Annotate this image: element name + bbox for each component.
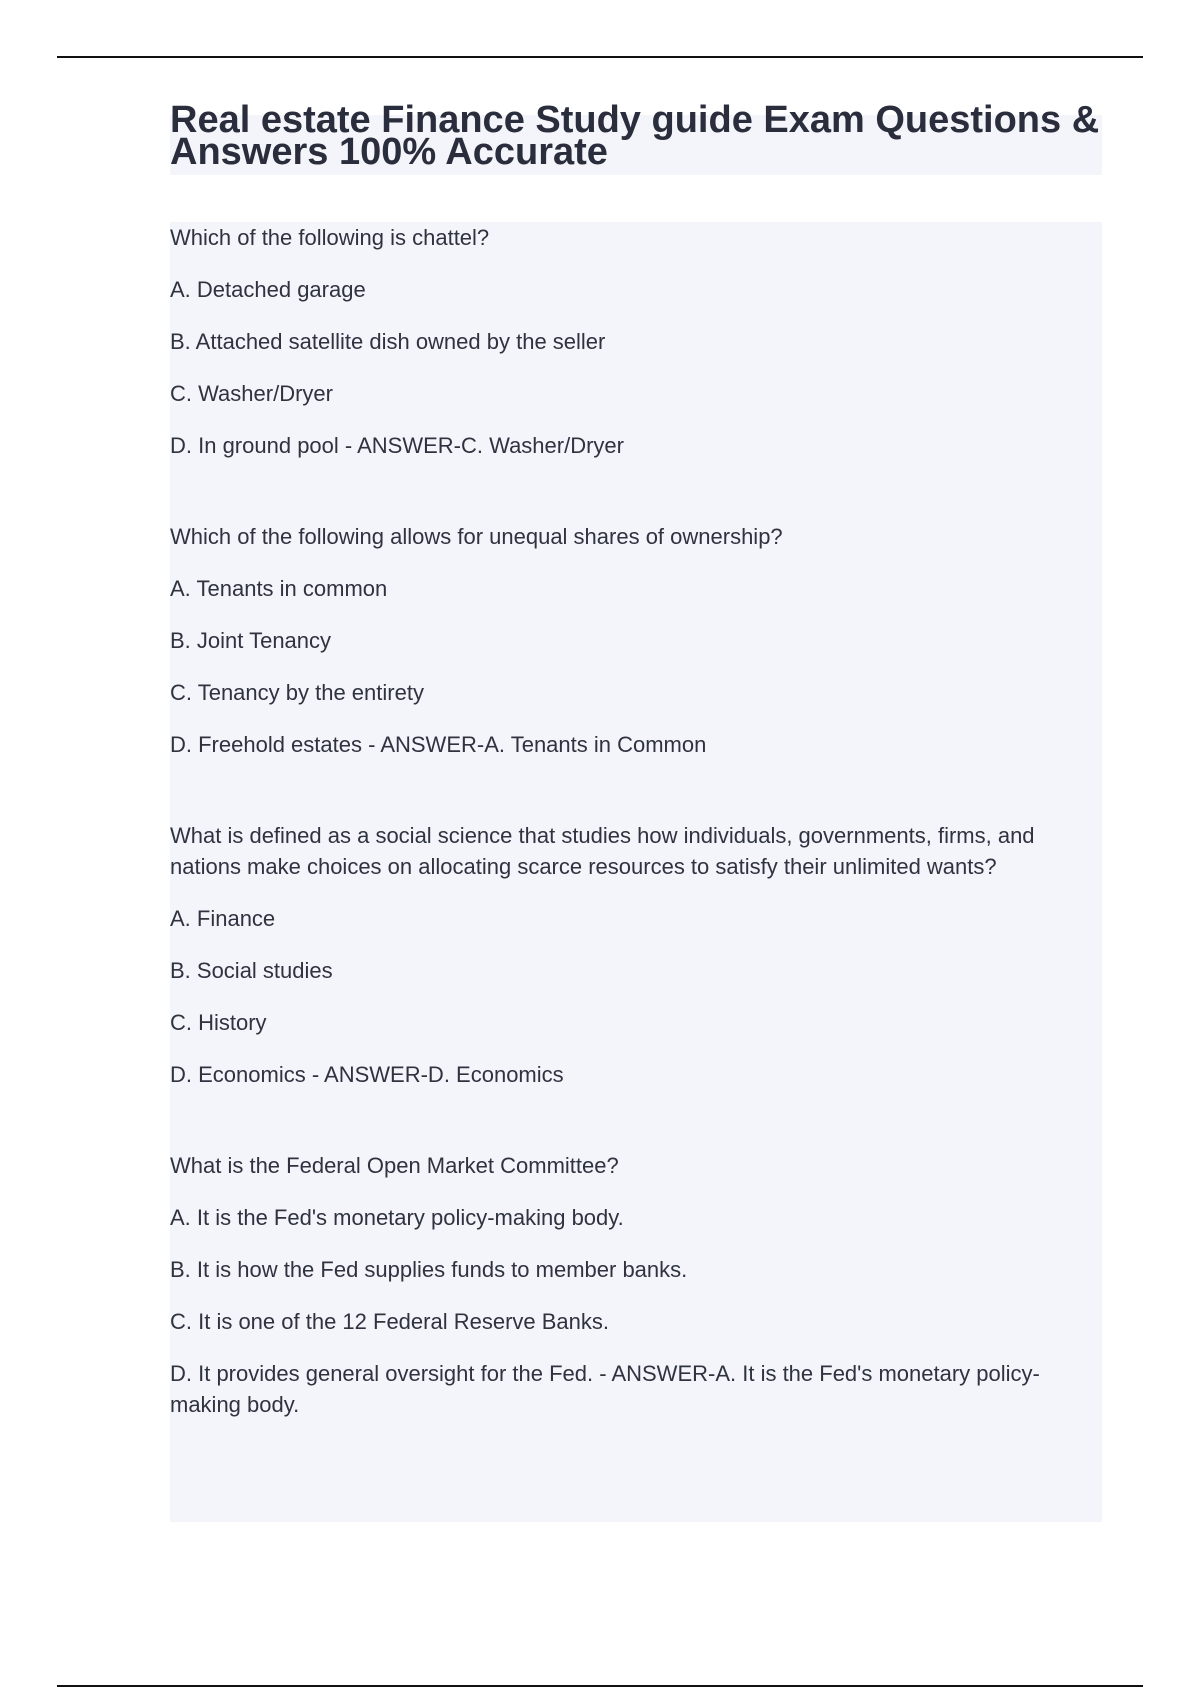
question-item xyxy=(170,820,1080,1090)
answer-option: D. In ground pool - ANSWER-C. Washer/Dryer xyxy=(170,433,624,458)
answer-option: D. Economics - ANSWER-D. Economics xyxy=(170,1062,564,1087)
answer-option: C. Tenancy by the entirety xyxy=(170,680,424,705)
question-item xyxy=(170,1150,1080,1420)
answer-option: D. Freehold estates - ANSWER-A. Tenants in Common xyxy=(170,732,707,757)
answer-option: A. It is the Fed's monetary policy-making body. xyxy=(170,1205,624,1230)
answer-option: A. Finance xyxy=(170,906,276,931)
answer-option: B. It is how the Fed supplies funds to member banks. xyxy=(170,1257,688,1282)
answer-option: D. It provides general oversight for the Fed. - ANSWER-A. It is the Fed's monetary policy-making body. xyxy=(170,1361,1040,1417)
question-text: What is the Federal Open Market Committee? xyxy=(170,1153,619,1178)
question-item xyxy=(170,222,1080,461)
answer-option: C. Washer/Dryer xyxy=(170,381,333,406)
document-title: Real estate Finance Study guide Exam Questions & Answers 100% Accurate xyxy=(170,99,1100,173)
answer-option: C. It is one of the 12 Federal Reserve Banks. xyxy=(170,1309,610,1334)
answer-option: B. Attached satellite dish owned by the seller xyxy=(170,329,606,354)
question-item xyxy=(170,521,1080,760)
top-rule xyxy=(57,56,1143,58)
answer-option: B. Joint Tenancy xyxy=(170,628,332,653)
question-text: Which of the following is chattel? xyxy=(170,225,490,250)
answer-option: A. Detached garage xyxy=(170,277,366,302)
answer-option: C. History xyxy=(170,1010,267,1035)
question-list xyxy=(170,222,1080,1441)
question-text: What is defined as a social science that studies how individuals, governments, firms, and nations make choices on allocating scarce resources to satisfy their unlimited wants? xyxy=(170,823,1035,879)
answer-option: A. Tenants in common xyxy=(170,576,388,601)
answer-option: B. Social studies xyxy=(170,958,333,983)
question-text: Which of the following allows for unequal shares of ownership? xyxy=(170,524,783,549)
bottom-rule xyxy=(57,1685,1143,1687)
